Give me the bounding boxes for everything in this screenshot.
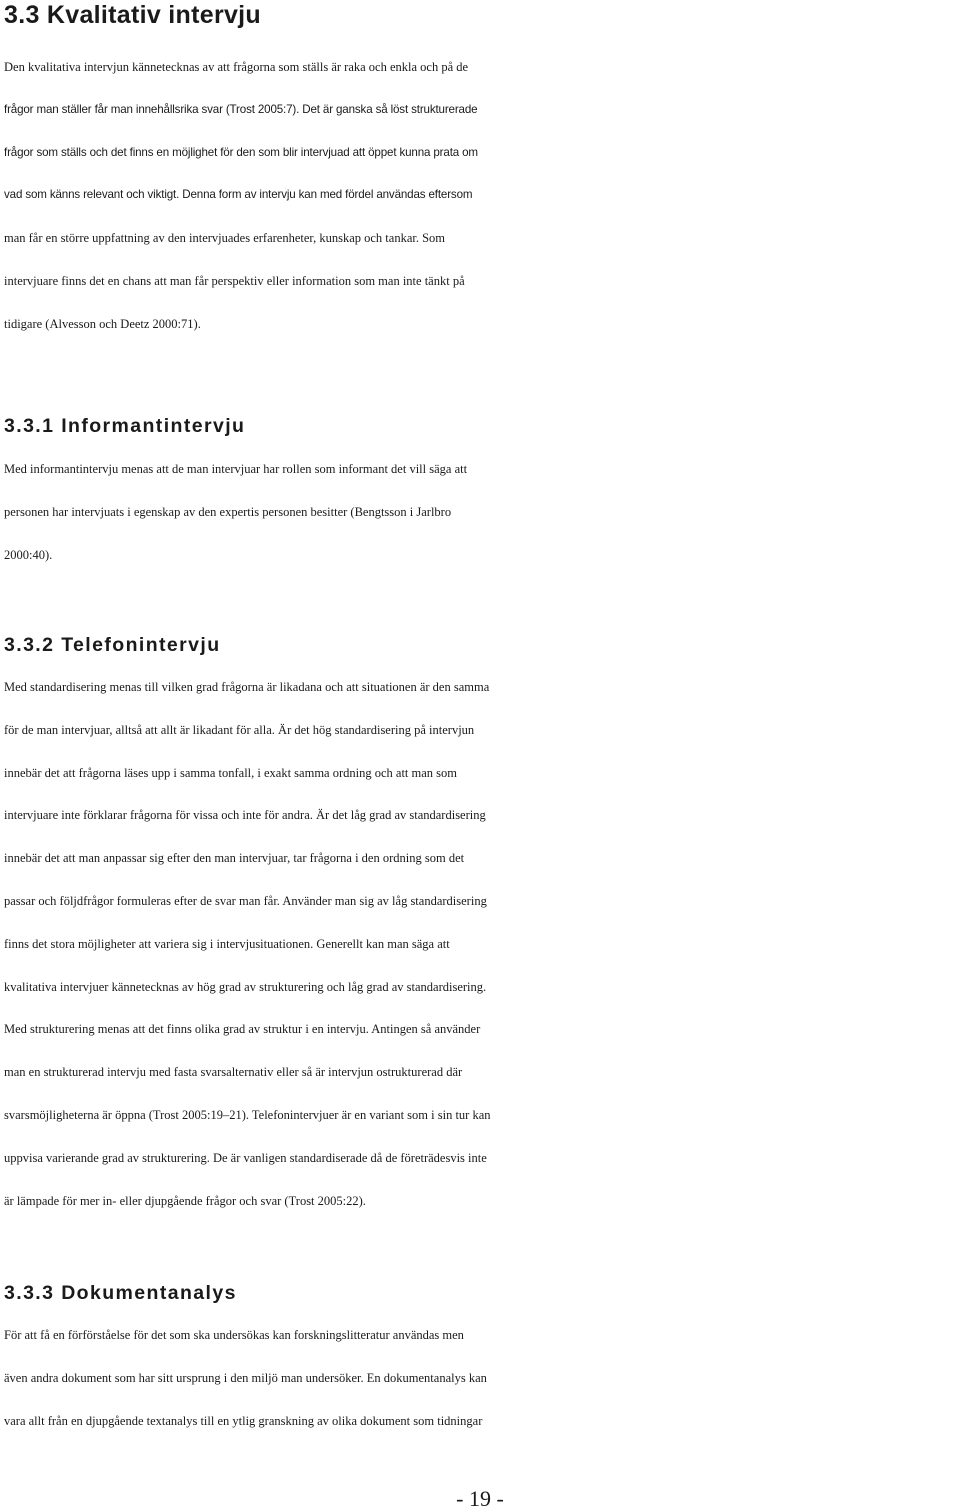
intro-paragraph bbox=[4, 46, 956, 346]
informantintervju-paragraph bbox=[4, 448, 956, 576]
paragraph-line: 2000:40). bbox=[4, 547, 53, 562]
subsection-heading-telefonintervju: 3.3.2 Telefonintervju bbox=[4, 634, 221, 656]
paragraph-line: tidigare (Alvesson och Deetz 2000:71). bbox=[4, 316, 201, 331]
paragraph-line: intervjuare inte förklarar frågorna för vissa och inte för andra. Är det låg grad av standardisering bbox=[4, 808, 486, 823]
paragraph-line: man en strukturerad intervju med fasta svarsalternativ eller så är intervjun ostrukturerad där bbox=[4, 1065, 463, 1080]
paragraph-line: svarsmöjligheterna är öppna (Trost 2005:19–21). Telefonintervjuer är en variant som i sin tur kan bbox=[4, 1107, 491, 1122]
paragraph-line: finns det stora möjligheter att variera sig i intervjusituationen. Generellt kan man säga att bbox=[4, 936, 450, 951]
telefonintervju-paragraph bbox=[4, 666, 956, 1222]
paragraph-line: uppvisa varierande grad av strukturering. De är vanligen standardiserade då de företrädesvis inte bbox=[4, 1150, 487, 1165]
paragraph-line: För att få en förförståelse för det som ska undersökas kan forskningslitteratur användas men bbox=[4, 1328, 464, 1342]
paragraph-line: Med standardisering menas till vilken grad frågorna är likadana och att situationen är den samma bbox=[4, 680, 490, 694]
paragraph-line: är lämpade för mer in- eller djupgående frågor och svar (Trost 2005:22). bbox=[4, 1193, 366, 1208]
paragraph-line: innebär det att man anpassar sig efter den man intervjuar, tar frågorna i den ordning som det bbox=[4, 851, 465, 866]
paragraph-line: frågor som ställs och det finns en möjlighet för den som blir intervjuad att öppet kunna prata om bbox=[4, 145, 478, 159]
paragraph-line: för de man intervjuar, alltså att allt är likadant för alla. Är det hög standardisering på intervjun bbox=[4, 722, 475, 737]
subsection-heading-dokumentanalys: 3.3.3 Dokumentanalys bbox=[4, 1282, 237, 1304]
page-number: - 19 - bbox=[456, 1486, 504, 1511]
paragraph-line: kvalitativa intervjuer kännetecknas av hög grad av strukturering och låg grad av standardisering. bbox=[4, 979, 487, 994]
paragraph-line: frågor man ställer får man innehållsrika svar (Trost 2005:7). Det är ganska så löst strukturerade bbox=[4, 102, 478, 116]
paragraph-line: personen har intervjuats i egenskap av den expertis personen besitter (Bengtsson i Jarlbro bbox=[4, 504, 452, 519]
paragraph-line: även andra dokument som har sitt ursprung i den miljö man undersöker. En dokumentanalys kan bbox=[4, 1370, 487, 1385]
paragraph-line: vara allt från en djupgående textanalys till en ytlig granskning av olika dokument som tidningar bbox=[4, 1413, 483, 1428]
paragraph-line: vad som känns relevant och viktigt. Denna form av intervju kan med fördel användas eftersom bbox=[4, 188, 473, 202]
paragraph-line: intervjuare finns det en chans att man får perspektiv eller information som man inte tänkt på bbox=[4, 273, 465, 288]
paragraph-line: innebär det att frågorna läses upp i samma tonfall, i exakt samma ordning och att man som bbox=[4, 765, 457, 780]
paragraph-line: Den kvalitativa intervjun kännetecknas av att frågorna som ställs är raka och enkla och på de bbox=[4, 60, 469, 74]
section-heading: 3.3 Kvalitativ intervju bbox=[4, 1, 261, 29]
paragraph-line: passar och följdfrågor formuleras efter de svar man får. Använder man sig av låg standardisering bbox=[4, 893, 487, 908]
subsection-heading-informantintervju: 3.3.1 Informantintervju bbox=[4, 415, 246, 437]
paragraph-line: Med strukturering menas att det finns olika grad av struktur i en intervju. Antingen så använder bbox=[4, 1022, 481, 1037]
paragraph-line: Med informantintervju menas att de man intervjuar har rollen som informant det vill säga att bbox=[4, 462, 468, 476]
dokumentanalys-paragraph bbox=[4, 1314, 956, 1442]
paragraph-line: man får en större uppfattning av den intervjuades erfarenheter, kunskap och tankar. Som bbox=[4, 231, 446, 246]
